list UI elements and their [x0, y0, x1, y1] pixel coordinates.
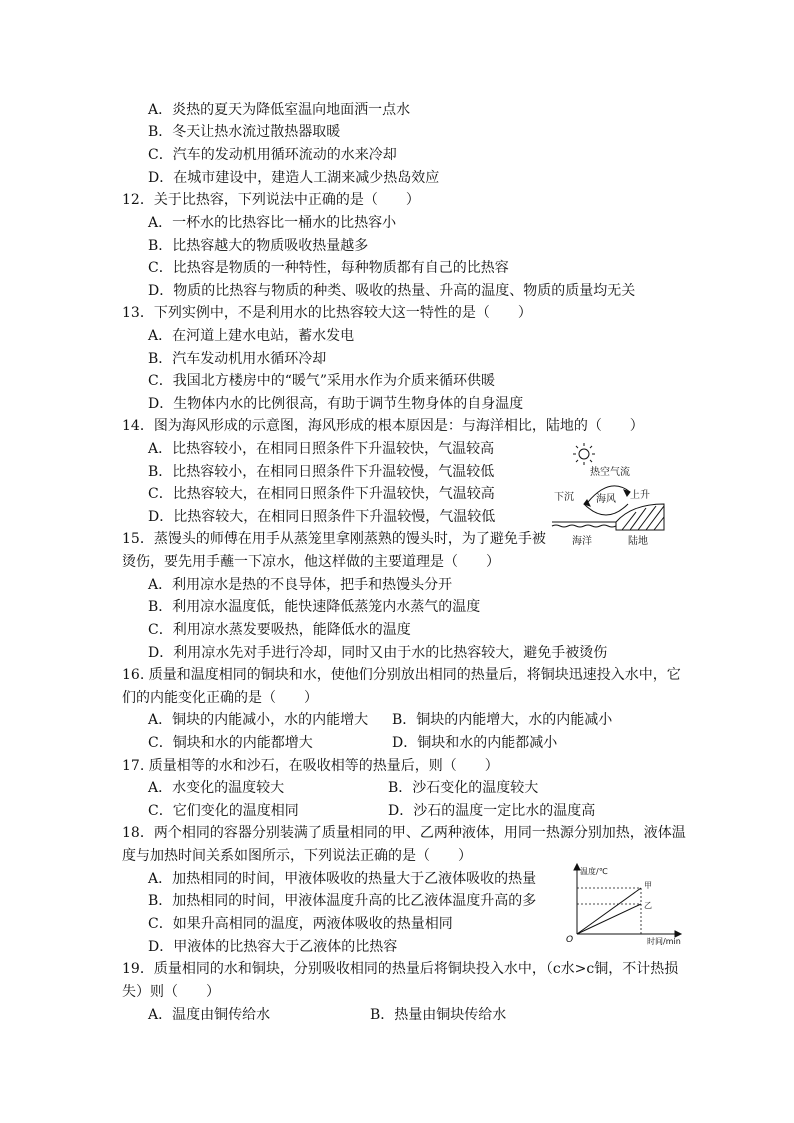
q11-option-b: B．冬天让热水流过散热器取暖	[148, 124, 341, 140]
y-axis-label: 温度/℃	[580, 867, 608, 876]
q16-option-c: C．铜块和水的内能都增大	[148, 735, 313, 751]
q12-option-a: A．一杯水的比热容比一桶水的比热容小	[148, 215, 397, 231]
sea-and-land-ground	[552, 504, 664, 530]
q15-option-c: C．利用凉水蒸发要吸热，能降低水的温度	[148, 622, 411, 638]
q14-option-a: A．比热容较小，在相同日照条件下升温较快，气温较高	[148, 441, 495, 457]
land-label: 陆地	[628, 536, 648, 547]
q15-option-d: D．利用凉水先对手进行冷却，同时又由于水的比热容较大，避免手被烫伤	[148, 645, 608, 661]
q12-option-c: C．比热容是物质的一种特性，每种物质都有自己的比热容	[148, 260, 509, 276]
q18-stem-line-1: 18．两个相同的容器分别装满了质量相同的甲、乙两种液体，用同一热源分别加热，液体温	[122, 825, 686, 841]
q13-stem: 13．下列实例中，不是利用水的比热容较大这一特性的是（ ）	[122, 305, 532, 321]
q13-option-a: A．在河道上建水电站，蓄水发电	[148, 328, 355, 344]
q16-option-d: D．铜块和水的内能都减小	[392, 735, 558, 751]
q11-option-d: D．在城市建设中，建造人工湖来减少热岛效应	[148, 170, 440, 186]
q11-option-c: C．汽车的发动机用循环流动的水来冷却	[148, 147, 397, 163]
q13-option-c: C．我国北方楼房中的“暖气”采用水作为介质来循环供暖	[148, 373, 496, 389]
q19-option-a: A．温度由铜传给水	[148, 1007, 271, 1023]
q15-stem-line-1: 15．蒸馒头的师傅在用手从蒸笼里拿刚蒸熟的馒头时，为了避免手被	[122, 531, 546, 547]
q16-option-b: B．铜块的内能增大，水的内能减小	[392, 712, 613, 728]
q19-stem-line-1: 19．质量相同的水和铜块，分别吸收相同的热量后将铜块投入水中，（c水>c铜，不计热损	[122, 961, 679, 977]
yi-label: 乙	[644, 901, 652, 910]
q13-option-d: D．生物体内水的比例很高，有助于调节生物身体的自身温度	[148, 396, 524, 412]
x-axis-label: 时间/min	[647, 937, 681, 946]
q17-option-c: C．它们变化的温度相同	[148, 803, 299, 819]
q17-stem: 17. 质量相等的水和沙石，在吸收相等的热量后，则（ ）	[122, 758, 499, 774]
q17-option-d: D．沙石的温度一定比水的温度高	[388, 803, 596, 819]
q11-option-a: A．炎热的夏天为降低室温向地面洒一点水	[148, 102, 411, 118]
q16-option-a: A．铜块的内能减小，水的内能增大	[148, 712, 369, 728]
q15-option-a: A．利用凉水是热的不良导体，把手和热馒头分开	[148, 577, 453, 593]
q17-option-b: B．沙石变化的温度较大	[388, 780, 539, 796]
q18-option-b: B．加热相同的时间，甲液体温度升高的比乙液体温度升高的多	[148, 893, 537, 909]
q15-stem-line-2: 烫伤，要先用手蘸一下凉水，他这样做的主要道理是（ ）	[122, 554, 500, 570]
q14-option-c: C．比热容较大，在相同日照条件下升温较快，气温较高	[148, 486, 495, 502]
sea-breeze-diagram	[548, 440, 668, 552]
q14-stem: 14．图为海风形成的示意图，海风形成的根本原因是：与海洋相比，陆地的（ ）	[122, 418, 644, 434]
q16-stem-line-1: 16. 质量和温度相同的铜块和水，使他们分别放出相同的热量后，将铜块迅速投入水中，它	[122, 667, 681, 683]
ocean-label: 海洋	[572, 536, 592, 547]
q12-stem: 12．关于比热容，下列说法中正确的是（ ）	[122, 192, 420, 208]
q14-option-b: B．比热容较小，在相同日照条件下升温较慢，气温较低	[148, 464, 495, 480]
jia-line	[577, 888, 641, 934]
origin-label: O	[566, 935, 574, 945]
temperature-time-graph	[563, 862, 687, 946]
q19-stem-line-2: 失）则（ ）	[122, 984, 220, 1000]
jia-label: 甲	[644, 881, 652, 890]
q18-option-a: A．加热相同的时间，甲液体吸收的热量大于乙液体吸收的热量	[148, 871, 537, 887]
q14-option-d: D．比热容较大，在相同日照条件下升温较慢，气温较低	[148, 509, 496, 525]
q16-stem-line-2: 们的内能变化正确的是（ ）	[122, 690, 318, 706]
hot-air-label: 热空气流	[590, 467, 630, 478]
q18-option-c: C．如果升高相同的温度，两液体吸收的热量相同	[148, 916, 453, 932]
q12-option-d: D．物质的比热容与物质的种类、吸收的热量、升高的温度、物质的质量均无关	[148, 283, 636, 299]
q17-option-a: A．水变化的温度较大	[148, 780, 285, 796]
sea-breeze-label: 海风	[596, 494, 616, 505]
rise-label: 上升	[630, 490, 650, 501]
sink-label: 下沉	[554, 492, 574, 503]
yi-line	[577, 904, 641, 934]
q15-option-b: B．利用凉水温度低，能快速降低蒸笼内水蒸气的温度	[148, 599, 481, 615]
q18-option-d: D．甲液体的比热容大于乙液体的比热容	[148, 939, 398, 955]
q12-option-b: B．比热容越大的物质吸收热量越多	[148, 238, 369, 254]
q18-stem-line-2: 度与加热时间关系如图所示，下列说法正确的是（ ）	[122, 848, 472, 864]
q13-option-b: B．汽车发动机用水循环冷却	[148, 351, 327, 367]
q19-option-b: B．热量由铜块传给水	[370, 1007, 507, 1023]
sun-icon	[573, 443, 595, 465]
